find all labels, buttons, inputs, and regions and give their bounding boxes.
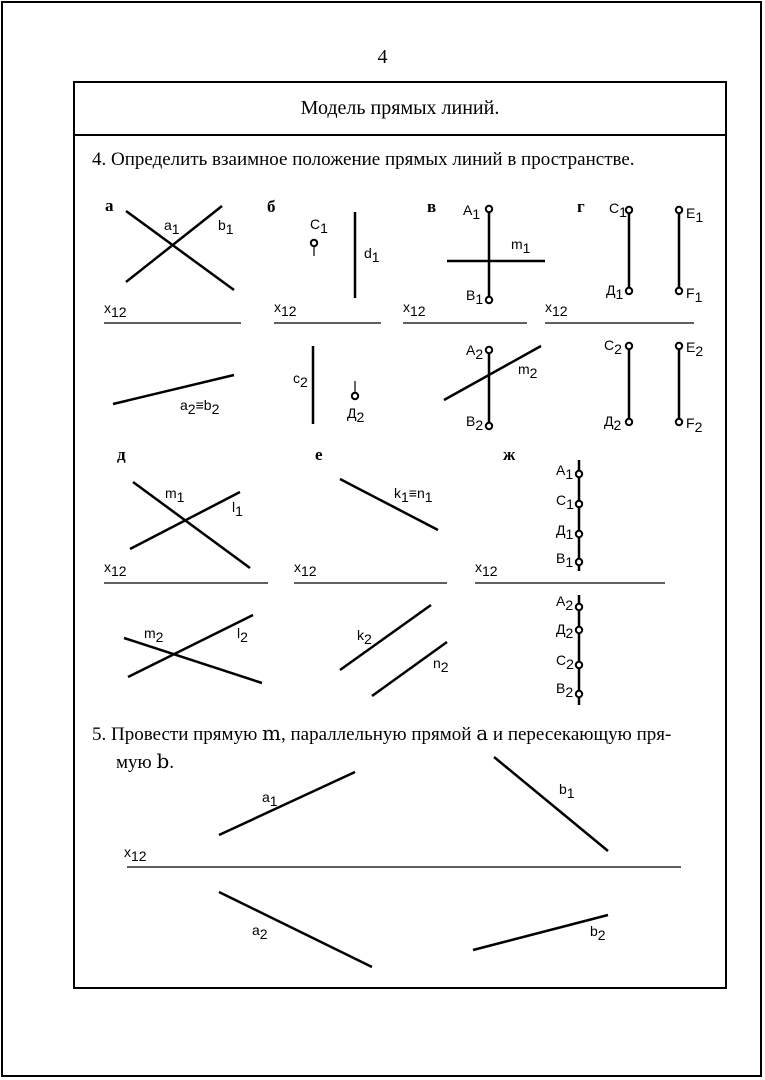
panel-g-bottom-label-4: F2 [686, 415, 703, 435]
panel-zh-top-label-1: A1 [556, 462, 574, 482]
panel-g-bottom-label-2: E2 [686, 339, 704, 359]
panel-zh [475, 445, 665, 705]
panel-zh-point-d2 [576, 627, 582, 633]
panel-d-top-label-2: l1 [232, 499, 243, 519]
panel-zh-bottom-label-2: Д2 [556, 621, 574, 641]
panel-b-point-c1 [311, 240, 317, 246]
panel-e-axis-label: x12 [294, 559, 317, 579]
panel-v-bottom-label-1: A2 [466, 342, 484, 362]
task-5-part3: и пересекающую пря- [488, 724, 672, 745]
panel-v-top-label-1: A1 [463, 202, 481, 222]
task-5-drawing [124, 757, 681, 967]
panel-e-top-label: k1≡n1 [394, 485, 433, 505]
panel-zh-label: ж [503, 445, 516, 464]
panel-a-bottom-label: a2≡b2 [180, 397, 220, 417]
panel-v-bottom-label-2: m2 [518, 361, 538, 381]
panel-v-point-b1 [486, 297, 492, 303]
panel-zh-point-b2 [576, 691, 582, 697]
panel-b-bottom-label-1: c2 [293, 370, 308, 390]
panel-e-label: е [315, 445, 323, 464]
panel-v-point-b2 [486, 423, 492, 429]
task-5-top-label-1: a1 [262, 789, 278, 809]
panel-zh-bottom-label-3: C2 [556, 652, 574, 672]
panel-zh-point-a1 [576, 471, 582, 477]
panel-g-top-label-4: F1 [686, 285, 703, 305]
page-number: 4 [377, 46, 388, 68]
panel-g-axis-label: x12 [545, 299, 568, 319]
panel-v-point-a2 [486, 347, 492, 353]
task-5-axis-label: x12 [124, 844, 147, 864]
panel-g-point-d1 [626, 288, 632, 294]
panel-g-top-label-3: Д1 [606, 282, 624, 302]
panel-b-label: б [267, 197, 276, 216]
task-5-part5: . [169, 752, 175, 773]
task-5-line-a2 [219, 892, 372, 967]
panel-d-label: д [117, 445, 126, 464]
task-4-text: 4. Определить взаимное положение прямых линий в пространстве. [92, 149, 635, 170]
task-5-part4: мую [116, 752, 157, 773]
task-5-line-m: m [262, 721, 281, 745]
panel-g-bottom-label-1: C2 [604, 337, 622, 357]
panel-zh-top-label-2: C1 [556, 492, 574, 512]
header-title: Модель прямых линий. [75, 83, 725, 136]
panel-v-bottom-label-3: B2 [466, 413, 484, 433]
task-5-line-a: a [476, 721, 489, 745]
panel-e-line-k2 [340, 605, 431, 670]
panel-g-point-e2 [676, 343, 682, 349]
panel-b-point-d2 [352, 393, 358, 399]
panel-zh-point-c2 [576, 662, 582, 668]
panel-a-top-label-1: a1 [164, 217, 180, 237]
panel-a-axis-label: x12 [104, 300, 127, 320]
panel-zh-point-d1 [576, 531, 582, 537]
panel-b-top-label-2: d1 [364, 245, 380, 265]
panel-d-bottom-label-1: m2 [144, 625, 164, 645]
task-5-line-a1 [219, 772, 355, 835]
panel-v [403, 197, 545, 433]
panel-zh-top-label-3: Д1 [556, 522, 574, 542]
panel-b-axis-label: x12 [274, 299, 297, 319]
panel-g-point-d2 [626, 419, 632, 425]
panel-g [545, 197, 703, 435]
panel-a-line-a2b2 [113, 375, 234, 404]
task-5-part1: 5. Провести прямую [92, 724, 263, 745]
panel-v-axis-label: x12 [403, 299, 426, 319]
panel-zh-point-c1 [576, 501, 582, 507]
panel-d-axis-label: x12 [104, 559, 127, 579]
panel-zh-point-a2 [576, 604, 582, 610]
panel-e [294, 445, 449, 696]
panel-g-point-f1 [676, 288, 682, 294]
panel-g-point-e1 [676, 207, 682, 213]
panel-b [267, 197, 381, 425]
panel-d-line-l1 [130, 492, 240, 549]
panel-d [104, 445, 268, 683]
panel-b-bottom-label-2: Д2 [347, 405, 365, 425]
task-5-part2: , параллельную прямой [281, 724, 477, 745]
task-5-line-b1 [494, 757, 608, 851]
panel-g-top-label-2: E1 [686, 205, 704, 225]
panel-g-point-c2 [626, 343, 632, 349]
panel-b-top-label-1: C1 [310, 216, 328, 236]
panel-g-top-label-1: C1 [609, 200, 627, 220]
panel-a-top-label-2: b1 [218, 217, 234, 237]
panel-d-top-label-1: m1 [165, 485, 185, 505]
panel-e-bottom-label-2: n2 [433, 655, 449, 675]
panel-g-bottom-label-3: Д2 [604, 413, 622, 433]
panel-e-bottom-label-1: k2 [357, 627, 372, 647]
panel-a-label: а [105, 196, 114, 215]
panel-zh-bottom-label-1: A2 [556, 593, 574, 613]
task-5-bottom-label-2: b2 [590, 923, 606, 943]
panel-zh-top-label-4: B1 [556, 550, 574, 570]
panel-zh-point-b1 [576, 559, 582, 565]
task-5-line-b2 [473, 915, 608, 950]
panel-v-point-a1 [486, 206, 492, 212]
panel-g-point-f2 [676, 419, 682, 425]
panel-d-bottom-label-2: l2 [237, 625, 248, 645]
panel-v-top-label-2: m1 [511, 236, 531, 256]
panel-zh-bottom-label-4: B2 [556, 680, 574, 700]
panel-v-top-label-3: B1 [466, 287, 484, 307]
task-5-top-label-2: b1 [559, 781, 575, 801]
task-5-bottom-label-1: a2 [252, 922, 268, 942]
panel-v-label: в [427, 197, 437, 216]
task-5-line-b: b [156, 749, 170, 773]
panel-a [104, 196, 241, 417]
panel-g-label: г [577, 197, 585, 216]
panel-zh-axis-label: x12 [475, 559, 498, 579]
